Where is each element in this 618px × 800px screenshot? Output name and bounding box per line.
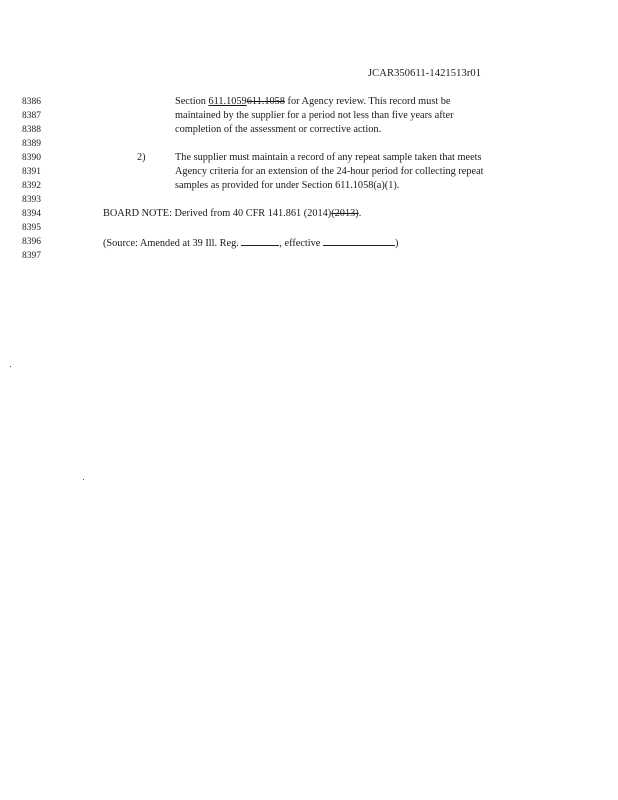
line-number: 8395 [22, 223, 41, 233]
scan-speck [83, 479, 84, 480]
paragraph-1-line-2: maintained by the supplier for a period not less than five years after [175, 110, 454, 121]
deleted-text: (2013) [331, 208, 359, 219]
source-middle: , effective [279, 238, 323, 249]
item-2-line-2: Agency criteria for an extension of the 24-hour period for collecting repeat [175, 166, 484, 177]
line-number: 8388 [22, 125, 41, 135]
paragraph-1-suffix: for Agency review. This record must be [284, 96, 451, 107]
board-note-period: . [358, 208, 362, 219]
line-number: 8394 [22, 209, 41, 219]
line-number: 8397 [22, 251, 41, 261]
scan-speck [10, 366, 11, 367]
inserted-text: 611.1059 [208, 96, 247, 107]
blank-reg-number [241, 236, 279, 246]
board-note [103, 208, 361, 219]
line-number: 8391 [22, 167, 41, 177]
line-number: 8389 [22, 139, 41, 149]
paragraph-1-prefix: Section [175, 96, 209, 107]
item-2-line-3: samples as provided for under Section 611.1058(a)(1). [175, 180, 400, 191]
source-note [103, 236, 398, 249]
paragraph-1-line-1 [175, 96, 451, 107]
board-note-text: BOARD NOTE: Derived from 40 CFR 141.861 (2014) [103, 208, 332, 219]
line-number: 8390 [22, 153, 41, 163]
line-number: 8386 [22, 97, 41, 107]
item-2-line-1: The supplier must maintain a record of any repeat sample taken that meets [175, 152, 482, 163]
item-2-number: 2) [137, 152, 146, 163]
line-number: 8387 [22, 111, 41, 121]
deleted-text: 611.1058 [246, 96, 285, 107]
line-number: 8392 [22, 181, 41, 191]
page-header-doc-id: JCAR350611-1421513r01 [368, 68, 482, 79]
line-number: 8393 [22, 195, 41, 205]
blank-effective-date [323, 236, 395, 246]
line-number: 8396 [22, 237, 41, 247]
source-suffix: ) [394, 238, 399, 249]
paragraph-1-line-3: completion of the assessment or corrective action. [175, 124, 382, 135]
source-prefix: (Source: Amended at 39 Ill. Reg. [103, 238, 242, 249]
